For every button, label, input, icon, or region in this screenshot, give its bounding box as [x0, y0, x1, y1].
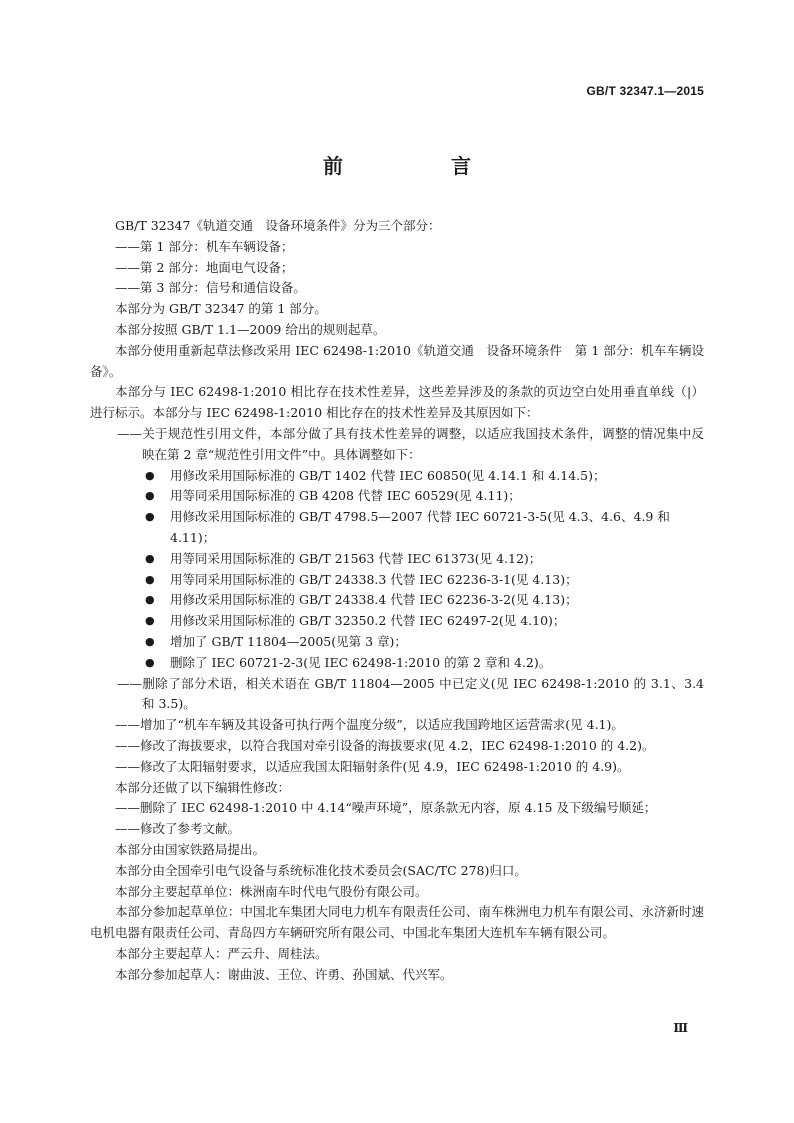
list-item: ——修改了太阳辐射要求，以适应我国太阳辐射条件(见 4.9，IEC 62498-1:2010 的 4.9)。	[115, 758, 630, 774]
paragraph: 本部分为 GB/T 32347 的第 1 部分。	[115, 301, 327, 317]
bullet-item	[90, 632, 704, 653]
bullet-text: 用修改采用国际标准的 GB/T 32350.2 代替 IEC 62497-2(见 4.10)；	[170, 613, 566, 629]
bullet-dot-icon: ●	[145, 489, 155, 503]
bullet-text: 用等同采用国际标准的 GB/T 21563 代替 IEC 61373(见 4.12)；	[170, 550, 542, 566]
page-title: 前 言	[323, 154, 515, 178]
bullet-dot-icon: ●	[145, 572, 155, 586]
paragraph: 本部分按照 GB/T 1.1—2009 给出的规则起草。	[115, 321, 386, 337]
paragraph: 本部分由国家铁路局提出。	[115, 841, 266, 857]
bullet-text: 用等同采用国际标准的 GB 4208 代替 IEC 60529(见 4.11)；	[170, 488, 521, 504]
paragraph: 本部分使用重新起草法修改采用 IEC 62498-1:2010《轨道交通 设备环境条件 第 1 部分：机车车辆设备》。	[90, 342, 704, 379]
bullet-dot-icon: ●	[145, 614, 155, 628]
list-item: ——修改了参考文献。	[115, 821, 241, 837]
bullet-item	[90, 549, 704, 570]
page-number: Ⅲ	[673, 1021, 688, 1035]
bullet-item	[90, 507, 704, 549]
list-item: ——第 3 部分：信号和通信设备。	[115, 280, 306, 296]
document-body	[90, 216, 704, 985]
paragraph: 本部分主要起草单位：株洲南车时代电气股份有限公司。	[115, 883, 428, 899]
paragraph: 本部分参加起草人：谢曲波、王位、许勇、孙国斌、代兴军。	[115, 966, 453, 982]
paragraph: 本部分参加起草单位：中国北车集团大同电力机车有限责任公司、南车株洲电力机车有限公司、永济新时速电机电器有限责任公司、青岛四方车辆研究所有限公司、中国北车集团大连机车车辆有限公司。	[90, 904, 704, 941]
paragraph: GB/T 32347《轨道交通 设备环境条件》分为三个部分：	[115, 218, 441, 233]
list-item: ——修改了海拔要求，以符合我国对牵引设备的海拔要求(见 4.2，IEC 62498-1:2010 的 4.2)。	[115, 737, 655, 753]
paragraph: 本部分还做了以下编辑性修改：	[115, 779, 291, 795]
bullet-item	[90, 570, 704, 591]
bullet-dot-icon: ●	[145, 468, 155, 482]
bullet-text: 用修改采用国际标准的 GB/T 4798.5—2007 代替 IEC 60721-3-5(见 4.3、4.6、4.9 和 4.11)；	[170, 509, 670, 545]
list-item: ——删除了 IEC 62498-1:2010 中 4.14“噪声环境”，原条款无内容，原 4.15 及下级编号顺延；	[115, 800, 657, 816]
bullet-item	[90, 590, 704, 611]
bullet-dot-icon: ●	[145, 593, 155, 607]
paragraph: 本部分主要起草人：严云升、周桂法。	[115, 945, 328, 961]
list-item: ——增加了“机车车辆及其设备可执行两个温度分级”，以适应我国跨地区运营需求(见 4.1)。	[115, 717, 624, 733]
bullet-dot-icon: ●	[145, 510, 155, 524]
bullet-dot-icon: ●	[145, 551, 155, 565]
paragraph: 本部分与 IEC 62498-1:2010 相比存在技术性差异，这些差异涉及的条款的页边空白处用垂直单线（|）进行标示。本部分与 IEC 62498-1:2010 相比存在的技术性差异及其原因如下：	[90, 384, 704, 421]
list-item: ——第 2 部分：地面电气设备；	[115, 259, 294, 275]
standard-code: GB/T 32347.1—2015	[586, 84, 704, 98]
paragraph: 本部分由全国牵引电气设备与系统标准化技术委员会(SAC/TC 278)归口。	[115, 862, 527, 878]
bullet-text: 删除了 IEC 60721-2-3(见 IEC 62498-1:2010 的第 2 章和 4.2)。	[170, 654, 552, 670]
bullet-item	[90, 466, 704, 487]
bullet-item	[90, 653, 704, 674]
list-item: ——关于规范性引用文件，本部分做了具有技术性差异的调整，以适应我国技术条件，调整的情况集中反映在第 2 章“规范性引用文件”中。具体调整如下：	[117, 425, 704, 462]
list-item: ——删除了部分术语，相关术语在 GB/T 11804—2005 中已定义(见 IEC 62498-1:2010 的 3.1、3.4 和 3.5)。	[117, 675, 704, 712]
bullet-dot-icon: ●	[145, 655, 155, 669]
list-item: ——第 1 部分：机车车辆设备；	[115, 238, 294, 254]
bullet-text: 用修改采用国际标准的 GB/T 1402 代替 IEC 60850(见 4.14.1 和 4.14.5)；	[170, 467, 606, 483]
bullet-dot-icon: ●	[145, 634, 155, 648]
bullet-text: 用等同采用国际标准的 GB/T 24338.3 代替 IEC 62236-3-1(见 4.13)；	[170, 571, 578, 587]
bullet-item	[90, 486, 704, 507]
bullet-text: 用修改采用国际标准的 GB/T 24338.4 代替 IEC 62236-3-2(见 4.13)；	[170, 592, 578, 608]
bullet-item	[90, 611, 704, 632]
bullet-text: 增加了 GB/T 11804—2005(见第 3 章)；	[170, 633, 407, 649]
